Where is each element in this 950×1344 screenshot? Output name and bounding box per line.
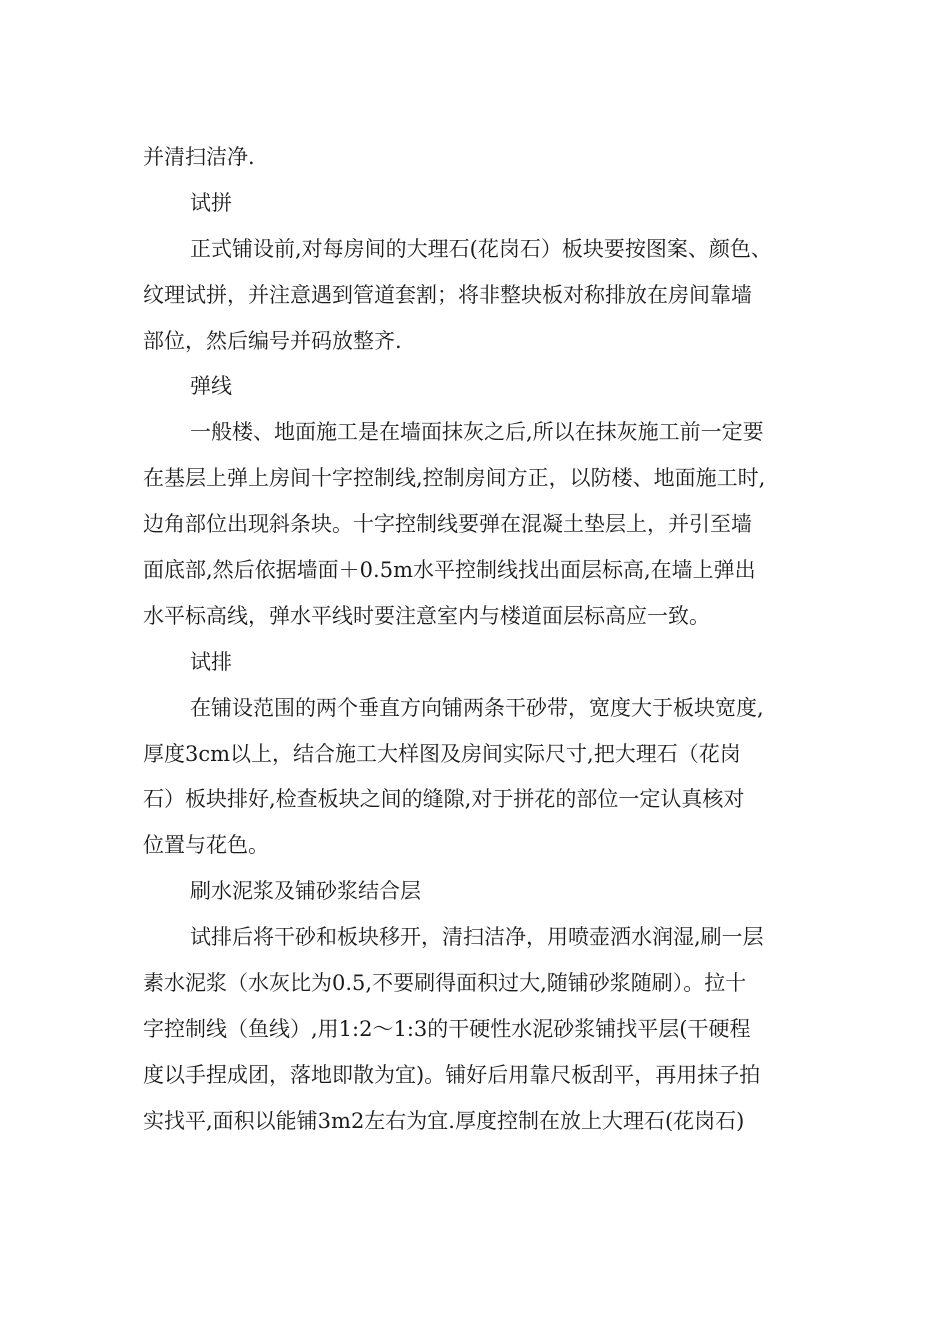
section-heading-snap-line: 弹线	[190, 374, 232, 399]
paragraph-line: 试排后将干砂和板块移开，清扫洁净，用喷壶洒水润湿,刷一层	[190, 925, 764, 950]
section-heading-trial-layout: 试排	[190, 649, 232, 674]
paragraph-line: 面底部,然后依据墙面＋0.5m水平控制线找出面层标高,在墙上弹出	[143, 558, 756, 583]
paragraph-line: 度以手捏成团，落地即散为宜)。铺好后用靠尺板刮平，再用抹子拍	[143, 1062, 761, 1087]
paragraph-line: 纹理试拼，并注意遇到管道套割；将非整块板对称排放在房间靠墙	[143, 282, 752, 307]
section-heading-cement-slurry: 刷水泥浆及铺砂浆结合层	[190, 879, 421, 904]
paragraph-line: 并清扫洁净.	[143, 145, 255, 169]
section-heading-trial-fit: 试拼	[190, 190, 232, 215]
paragraph-line: 边角部位出现斜条块。十字控制线要弹在混凝土垫层上，并引至墙	[143, 512, 752, 537]
paragraph-line: 位置与花色。	[143, 833, 269, 858]
paragraph-line: 厚度3cm以上，结合施工大样图及房间实际尺寸,把大理石（花岗	[143, 741, 741, 766]
paragraph-line: 部位，然后编号并码放整齐.	[143, 328, 402, 353]
paragraph-line: 实找平,面积以能铺3m2左右为宜.厚度控制在放上大理石(花岗石)	[143, 1108, 745, 1133]
document-body	[143, 135, 808, 1145]
paragraph-line: 一般楼、地面施工是在墙面抹灰之后,所以在抹灰施工前一定要	[190, 420, 764, 445]
paragraph-line: 正式铺设前,对每房间的大理石(花岗石）板块要按图案、颜色、	[190, 236, 772, 261]
paragraph-line: 在基层上弹上房间十字控制线,控制房间方正，以防楼、地面施工时,	[143, 466, 766, 491]
paragraph-line: 字控制线（鱼线）,用1:2～1:3的干硬性水泥砂浆铺找平层(干硬程	[143, 1016, 751, 1041]
paragraph-line: 在铺设范围的两个垂直方向铺两条干砂带，宽度大于板块宽度,	[190, 695, 764, 720]
paragraph-line: 水平标高线，弹水平线时要注意室内与楼道面层标高应一致。	[143, 603, 710, 628]
paragraph-line: 石）板块排好,检查板块之间的缝隙,对于拼花的部位一定认真核对	[143, 787, 745, 812]
paragraph-line: 素水泥浆（水灰比为0.5,不要刷得面积过大,随铺砂浆随刷）。拉十	[143, 971, 747, 996]
